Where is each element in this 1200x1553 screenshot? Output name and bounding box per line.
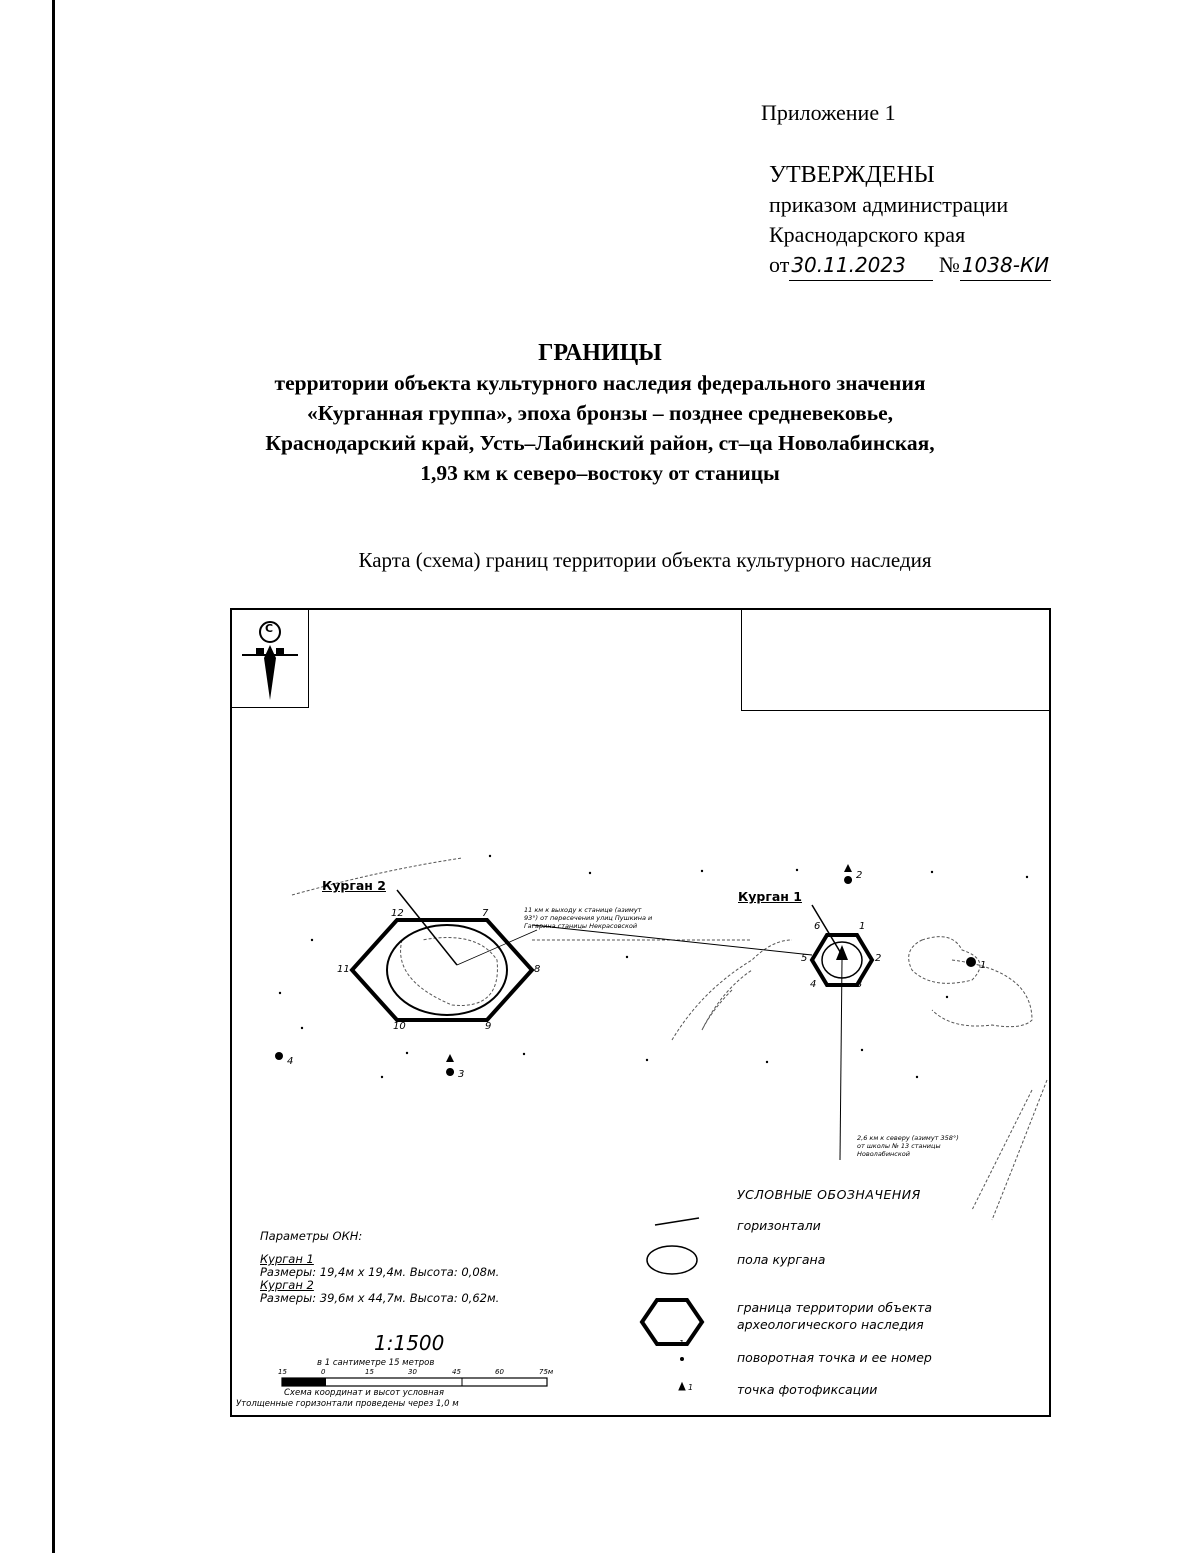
approval-line-2: Краснодарского края — [769, 222, 966, 247]
document-title — [0, 338, 1200, 488]
note-line: Гагарина станицы Некрасовской — [524, 922, 638, 930]
compass-box — [232, 610, 309, 708]
point-9: 9 — [485, 1021, 492, 1032]
elevation-mark — [931, 871, 933, 873]
elevation-marks — [279, 855, 1028, 1078]
legend-photo-point-sample: 1 — [688, 1383, 694, 1392]
map-caption: Карта (схема) границ территории объекта культурного наследия — [358, 548, 932, 572]
legend-photo-point: точка фотофиксации — [737, 1382, 878, 1397]
scale-tick: 15 — [278, 1368, 287, 1376]
approval-date-line — [769, 250, 1051, 281]
elevation-mark — [796, 869, 798, 871]
elevation-mark — [861, 1049, 863, 1051]
elevation-mark — [946, 996, 948, 998]
contour-lines — [292, 858, 1047, 1220]
photo-point-4: 4 — [287, 1056, 294, 1067]
contour-line — [702, 970, 752, 1030]
scale-tick: 45 — [452, 1368, 461, 1376]
elevation-mark — [489, 855, 491, 857]
kurgan-1-note-leader — [840, 960, 842, 1160]
scale-tick: 75м — [539, 1368, 554, 1376]
kurgan-2-leader — [397, 890, 457, 965]
scale-note-1: Схема координат и высот условная — [284, 1388, 444, 1398]
note-line: 11 км к выходу к станице (азимут — [524, 906, 642, 914]
elevation-mark — [311, 939, 313, 941]
note-line: 2,6 км к северу (азимут 358°) — [857, 1134, 959, 1142]
note-line: Новолабинской — [857, 1150, 910, 1158]
point-8: 8 — [534, 964, 541, 975]
order-date: 30.11.2023 — [789, 250, 933, 281]
elevation-mark — [766, 1061, 768, 1063]
elevation-mark — [701, 870, 703, 872]
note-line: 93°) от пересечения улиц Пушкина и — [524, 914, 653, 922]
title-line-2: «Курганная группа», эпоха бронзы – позднее средневековье, — [306, 401, 894, 425]
photo-point-icon — [275, 1052, 283, 1060]
elevation-mark — [589, 872, 591, 874]
contour-line — [972, 1090, 1032, 1210]
kurgan-2 — [352, 890, 537, 1020]
boundary-map — [230, 608, 1051, 1417]
elevation-mark — [626, 956, 628, 958]
scale-tick: 60 — [495, 1368, 504, 1376]
legend-turn-point-symbol — [681, 1358, 684, 1361]
point-1: 1 — [859, 921, 866, 932]
legend-contours: горизонтали — [737, 1218, 821, 1233]
scale-ratio: 1:1500 — [374, 1331, 445, 1355]
scale-bar — [282, 1378, 547, 1386]
point-6: 6 — [814, 921, 821, 932]
elevation-mark — [646, 1059, 648, 1061]
legend-heading: УСЛОВНЫЕ ОБОЗНАЧЕНИЯ — [737, 1187, 921, 1202]
elevation-mark — [279, 992, 281, 994]
title-line-4: 1,93 км к северо–востоку от станицы — [420, 461, 780, 485]
scale-tick: 0 — [321, 1368, 326, 1376]
point-5: 5 — [801, 953, 808, 964]
photo-points — [275, 864, 976, 1076]
kurgan-1 — [532, 905, 872, 1160]
photo-point-icon — [844, 864, 852, 884]
approved-heading: УТВЕРЖДЕНЫ — [769, 162, 935, 188]
elevation-mark — [1026, 876, 1028, 878]
scale-description: в 1 сантиметре 15 метров — [317, 1358, 435, 1368]
compass-square — [256, 648, 264, 656]
point-10: 10 — [393, 1021, 406, 1032]
photo-point-1: 1 — [980, 960, 987, 971]
legend-turn-point: поворотная точка и ее номер — [737, 1350, 932, 1365]
photo-point-icon — [446, 1054, 454, 1076]
contour-line — [401, 938, 498, 1006]
elevation-mark — [301, 1027, 303, 1029]
scale-tick: 30 — [408, 1368, 417, 1376]
legend-boundary-1: граница территории объекта — [737, 1300, 933, 1315]
binding-line — [52, 0, 55, 1553]
kurgan-1-name: Курган 1 — [260, 1252, 314, 1266]
kurgan-1-location-note — [857, 1134, 959, 1158]
approval-block — [769, 160, 1051, 281]
stamp-box — [741, 610, 1050, 711]
photo-point-icon — [966, 957, 976, 967]
compass-needle — [264, 645, 276, 700]
kurgan-1-label: Курган 1 — [738, 889, 802, 904]
order-number: 1038-КИ — [960, 250, 1051, 281]
legend-mound-symbol — [647, 1246, 697, 1274]
number-prefix: № — [938, 252, 960, 277]
legend-contour-symbol — [655, 1218, 699, 1225]
kurgan-1-size: Размеры: 19,4м х 19,4м. Высота: 0,08м. — [260, 1265, 500, 1279]
legend-boundary-2: археологического наследия — [737, 1317, 924, 1332]
photo-point-2: 2 — [856, 870, 863, 881]
legend-photo-point-symbol — [679, 1383, 685, 1390]
parameters-heading: Параметры ОКН: — [260, 1229, 363, 1243]
point-7: 7 — [482, 908, 489, 919]
legend-mound: пола кургана — [737, 1252, 826, 1267]
note-line: от школы № 13 станицы — [857, 1142, 941, 1150]
kurgan-2-name: Курган 2 — [260, 1278, 314, 1292]
legend-boundary-symbol — [642, 1300, 702, 1344]
approval-line-1: приказом администрации — [769, 192, 1009, 217]
elevation-mark — [916, 1076, 918, 1078]
kurgan-2-label: Курган 2 — [322, 878, 386, 893]
photo-point-3: 3 — [458, 1069, 465, 1080]
title-main: ГРАНИЦЫ — [538, 340, 662, 366]
point-3: 3 — [856, 979, 863, 990]
legend-turn-point-sample: 1 — [679, 1339, 685, 1348]
point-12: 12 — [391, 908, 404, 919]
kurgan-2-location-note — [524, 906, 652, 930]
compass-square — [276, 648, 284, 656]
from-prefix: от — [769, 252, 790, 277]
annex-label: Приложение 1 — [761, 100, 896, 125]
contour-line — [992, 1080, 1047, 1220]
compass-north-letter: С — [265, 622, 274, 635]
point-2: 2 — [875, 953, 882, 964]
point-11: 11 — [337, 964, 350, 975]
parameters-block — [260, 1230, 499, 1305]
title-line-3: Краснодарский край, Усть–Лабинский район, ст–ца Новолабинская, — [265, 431, 935, 455]
scale-tick: 15 — [365, 1368, 374, 1376]
kurgan-2-size: Размеры: 39,6м х 44,7м. Высота: 0,62м. — [260, 1291, 500, 1305]
scale-note-2: Утолщенные горизонтали проведены через 1,0 м — [236, 1399, 459, 1409]
point-4: 4 — [810, 979, 817, 990]
title-line-1: территории объекта культурного наследия федерального значения — [274, 371, 926, 395]
elevation-mark — [523, 1053, 525, 1055]
legend-symbols — [642, 1218, 702, 1390]
elevation-mark — [406, 1052, 408, 1054]
kurgan-2-boundary — [352, 920, 532, 1020]
elevation-mark — [381, 1076, 383, 1078]
scale-bar-fill — [282, 1378, 326, 1386]
